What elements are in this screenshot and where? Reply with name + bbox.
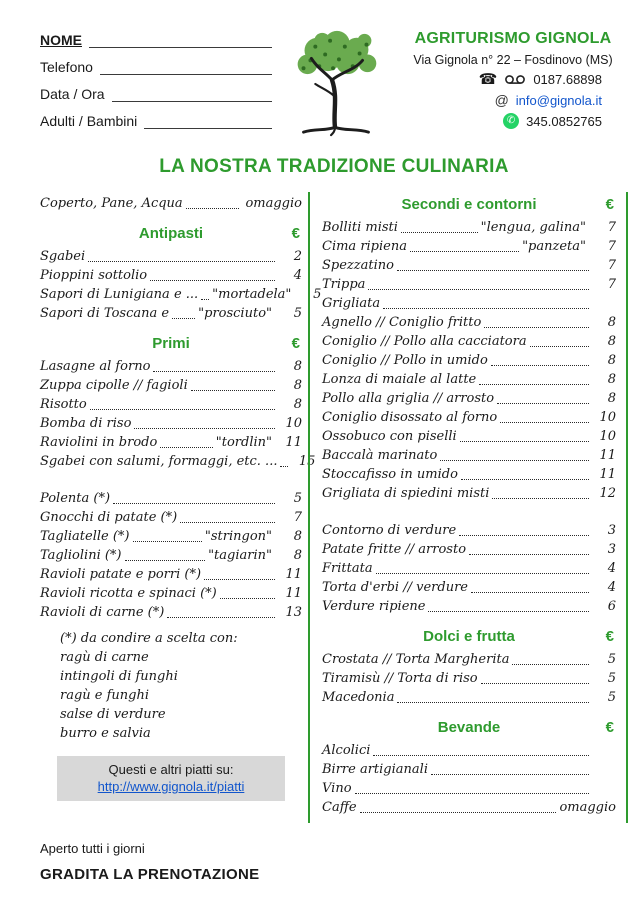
menu-gap (322, 503, 616, 521)
sauce-note (60, 629, 302, 743)
menu-item (40, 376, 302, 395)
menu-item-price: 8 (607, 334, 616, 349)
business-name: AGRITURISMO GIGNOLA (414, 30, 612, 47)
menu-item (40, 194, 302, 213)
menu-item (40, 527, 302, 546)
menu-item-dialect-name: "tordlin" (215, 435, 272, 450)
menu-item-price: 5 (293, 491, 302, 506)
menu-item (40, 304, 302, 323)
dot-leader (469, 554, 589, 555)
dot-leader (360, 812, 557, 813)
menu-item (40, 508, 302, 527)
dot-leader (191, 390, 275, 391)
menu-item-name: Baccalà marinato (322, 448, 438, 463)
menu-item (40, 266, 302, 285)
menu-item-name: Lonza di maiale al latte (322, 372, 477, 387)
dot-leader (90, 409, 275, 410)
menu-item-name: Tagliolini (*) (40, 548, 122, 563)
menu-column-left (40, 192, 322, 823)
menu-item (40, 546, 302, 565)
section-antipasti (40, 225, 322, 323)
section-heading (40, 335, 302, 352)
section-heading-label: Bevande (437, 719, 501, 736)
menu-column-right (308, 192, 628, 823)
phone-icon: ☎ (478, 71, 498, 88)
name-blank-line[interactable] (89, 33, 272, 48)
dot-leader (186, 208, 239, 209)
dot-leader (512, 664, 589, 665)
menu-item-price: 8 (293, 397, 302, 412)
euro-symbol: € (605, 196, 614, 213)
dot-leader (530, 346, 589, 347)
menu-item-name: Coniglio // Pollo alla cacciatora (322, 334, 527, 349)
email-link[interactable]: info@gignola.it (515, 92, 602, 108)
menu-item-name: Pollo alla griglia // arrosto (322, 391, 495, 406)
menu-item-name: Spezzatino (322, 258, 394, 273)
section-heading (322, 628, 616, 645)
menu-item-name: Grigliata (322, 296, 381, 311)
menu-item-price: 3 (607, 542, 616, 557)
menu-item-name: Ravioli di carne (*) (40, 605, 165, 620)
opening-hours-note: Aperto tutti i giorni (40, 841, 145, 856)
phone-row (398, 72, 628, 87)
dot-leader (160, 447, 212, 448)
menu-item-name: Stoccafisso in umido (322, 467, 458, 482)
section-dolci (322, 628, 616, 707)
menu-item-name: Caffe (322, 800, 357, 815)
dot-leader (172, 318, 195, 319)
menu-item-name: Alcolici (322, 743, 371, 758)
dot-leader (461, 479, 589, 480)
menu-item (322, 540, 616, 559)
dot-leader (431, 774, 589, 775)
dot-leader (397, 270, 589, 271)
menu-item (322, 256, 616, 275)
menu-item-name: Bomba di riso (40, 416, 132, 431)
menu-item-name: Cima ripiena (322, 239, 407, 254)
menu-item-price: 8 (293, 378, 302, 393)
cover-charge-line (40, 194, 302, 213)
dot-leader (153, 371, 275, 372)
dot-leader (401, 232, 478, 233)
menu-item-price: 7 (607, 239, 616, 254)
dot-leader (280, 466, 288, 467)
dot-leader (113, 503, 275, 504)
menu-item-dialect-name: "mortadela" (212, 287, 292, 302)
menu-item-price: 5 (607, 671, 616, 686)
note-line: (*) da condire a scelta con: (60, 631, 238, 646)
menu-item-price: 4 (293, 268, 302, 283)
menu-item (40, 584, 302, 603)
menu-item-price: 8 (607, 372, 616, 387)
dot-leader (220, 598, 275, 599)
menu-item-dialect-name: "panzeta" (522, 239, 586, 254)
menu-item-price: 13 (285, 605, 302, 620)
menu-item-price: 11 (599, 448, 616, 463)
menu-item-name: Ossobuco con piselli (322, 429, 457, 444)
menu-item (322, 578, 616, 597)
section-primi (40, 335, 316, 622)
menu-item-price: 8 (607, 391, 616, 406)
whatsapp-number: 345.0852765 (526, 113, 602, 129)
form-row-name (40, 32, 272, 48)
dot-leader (410, 251, 519, 252)
section-heading (322, 196, 616, 213)
menu-item-price: 8 (293, 359, 302, 374)
note-line: burro e salvia (60, 726, 151, 741)
menu-item-name: Polenta (*) (40, 491, 111, 506)
menu-item-name: Frittata (322, 561, 373, 576)
phone-blank-line[interactable] (100, 60, 272, 75)
menu-item-name: Ravioli ricotta e spinaci (*) (40, 586, 217, 601)
menu-item-dialect-name: "lengua, galina" (480, 220, 586, 235)
dot-leader (383, 308, 589, 309)
section-items (322, 218, 616, 616)
at-icon: @ (494, 92, 509, 108)
section-items (40, 357, 316, 622)
menu-item-price: 10 (285, 416, 302, 431)
menu-item (40, 395, 302, 414)
menu-item-name: Grigliata di spiedini misti (322, 486, 490, 501)
menu-item-name: Coniglio disossato al forno (322, 410, 498, 425)
menu-item (40, 452, 316, 471)
menu-item-name: Coperto, Pane, Acqua (40, 196, 183, 211)
dot-leader (459, 535, 589, 536)
dot-leader (373, 755, 589, 756)
menu-item-price: 5 (607, 652, 616, 667)
dot-leader (481, 683, 589, 684)
menu-gap (40, 471, 302, 489)
menu-item-price: 8 (293, 529, 302, 544)
dot-leader (471, 592, 589, 593)
footer (40, 841, 628, 883)
olive-tree-logo (276, 26, 394, 138)
dot-leader (484, 327, 589, 328)
menu-item-name: Crostata // Torta Margherita (322, 652, 510, 667)
section-heading (40, 225, 302, 242)
dot-leader (376, 573, 589, 574)
euro-symbol: € (291, 335, 300, 352)
section-heading-label: Dolci e frutta (423, 628, 515, 645)
section-heading-label: Antipasti (138, 225, 204, 242)
menu-item-price: 11 (599, 467, 616, 482)
menu-item-price: 2 (293, 249, 302, 264)
section-bevande (322, 719, 616, 817)
menu-item (40, 414, 302, 433)
euro-symbol: € (291, 225, 300, 242)
dot-leader (460, 441, 589, 442)
menu-item (40, 603, 302, 622)
note-line: ragù di carne (60, 650, 149, 665)
menu-item (322, 294, 616, 313)
menu-item-price: 5 (607, 690, 616, 705)
menu-item-name: Trippa (322, 277, 366, 292)
menu-item (322, 370, 616, 389)
menu-item-price: 7 (607, 258, 616, 273)
menu-item-name: Pioppini sottolio (40, 268, 148, 283)
adults-blank-line[interactable] (144, 114, 272, 129)
menu-item (322, 237, 616, 256)
dot-leader (180, 522, 275, 523)
menu-item-name: Bolliti misti (322, 220, 398, 235)
reservation-form (40, 26, 272, 140)
menu-item (322, 779, 616, 798)
menu-item-price: 6 (607, 599, 616, 614)
menu-item (322, 408, 616, 427)
section-items (40, 247, 322, 323)
section-items (322, 650, 616, 707)
euro-symbol: € (605, 719, 614, 736)
form-row-phone (40, 59, 272, 75)
dot-leader (133, 541, 202, 542)
reservation-note: GRADITA LA PRENOTAZIONE (40, 866, 260, 883)
menu-item-name: Vino (322, 781, 352, 796)
dot-leader (497, 403, 589, 404)
menu-item (322, 465, 616, 484)
menu-item-name: Torta d'erbi // verdure (322, 580, 468, 595)
header (40, 26, 628, 140)
menu-item-price: 12 (599, 486, 616, 501)
menu-item (322, 741, 616, 760)
menu-item-name: Raviolini in brodo (40, 435, 158, 450)
menu-item-name: Verdure ripiene (322, 599, 426, 614)
dot-leader (428, 611, 589, 612)
menu-item-price: 11 (285, 567, 302, 582)
menu-columns (40, 192, 628, 823)
menu-item-name: Zuppa cipolle // fagioli (40, 378, 188, 393)
section-items (322, 741, 616, 817)
note-line: ragù e funghi (60, 688, 150, 703)
section-heading (322, 719, 616, 736)
promo-box (57, 756, 285, 801)
menu-item-name: Lasagne al forno (40, 359, 151, 374)
note-line: salse di verdure (60, 707, 166, 722)
menu-item (40, 489, 302, 508)
dot-leader (440, 460, 589, 461)
phone-label: Telefono (40, 59, 93, 75)
menu-item-name: Tagliatelle (*) (40, 529, 130, 544)
dot-leader (492, 498, 589, 499)
menu-item-price: 7 (607, 277, 616, 292)
voicemail-icon (504, 74, 526, 85)
menu-item-price: 10 (599, 429, 616, 444)
whatsapp-icon: ✆ (503, 113, 519, 129)
menu-item (322, 313, 616, 332)
dot-leader (201, 299, 209, 300)
menu-item (322, 650, 616, 669)
menu-item (322, 597, 616, 616)
menu-item-name: Ravioli patate e porri (*) (40, 567, 202, 582)
menu-item-price: 8 (607, 353, 616, 368)
name-label: NOME (40, 32, 82, 48)
whatsapp-row (398, 113, 628, 129)
dot-leader (134, 428, 275, 429)
menu-item-price: 7 (607, 220, 616, 235)
menu-item-price: 8 (293, 548, 302, 563)
menu-item-name: Coniglio // Pollo in umido (322, 353, 488, 368)
menu-item (322, 446, 616, 465)
menu-item (322, 275, 616, 294)
menu-item-name: Contorno di verdure (322, 523, 457, 538)
dot-leader (150, 280, 275, 281)
menu-item (322, 521, 616, 540)
menu-item (322, 559, 616, 578)
menu-item-price: 4 (607, 580, 616, 595)
dot-leader (500, 422, 589, 423)
note-line: intingoli di funghi (60, 669, 178, 684)
adults-label: Adulti / Bambini (40, 113, 138, 129)
menu-item (322, 218, 616, 237)
dot-leader (167, 617, 275, 618)
menu-item-price: 11 (285, 435, 302, 450)
date-label: Data / Ora (40, 86, 105, 102)
menu-item-price: 15 (298, 454, 316, 469)
business-info (398, 26, 628, 129)
menu-item (40, 247, 302, 266)
menu-item (40, 565, 302, 584)
menu-item (322, 427, 616, 446)
euro-symbol: € (605, 628, 614, 645)
date-blank-line[interactable] (112, 87, 272, 102)
menu-item-price: 3 (607, 523, 616, 538)
menu-item-price: omaggio (559, 800, 616, 815)
section-heading-label: Secondi e contorni (401, 196, 537, 213)
menu-item (40, 357, 302, 376)
menu-item (322, 389, 616, 408)
menu-item-name: Patate fritte // arrosto (322, 542, 467, 557)
section-secondi (322, 196, 616, 616)
menu-item-name: Gnocchi di patate (*) (40, 510, 178, 525)
menu-item-price: 11 (285, 586, 302, 601)
form-row-date (40, 86, 272, 102)
menu-item-name: Agnello // Coniglio fritto (322, 315, 482, 330)
menu-item-name: Sgabei (40, 249, 86, 264)
menu-item-dialect-name: "tagiarin" (208, 548, 272, 563)
dot-leader (88, 261, 275, 262)
form-row-adults (40, 113, 272, 129)
menu-item-price: 8 (607, 315, 616, 330)
menu-item-dialect-name: "prosciuto" (198, 306, 272, 321)
menu-item-name: Macedonia (322, 690, 395, 705)
menu-item-name: Sgabei con salumi, formaggi, etc. ... (40, 454, 278, 469)
phone-number: 0187.68898 (533, 72, 602, 87)
menu-item (40, 285, 322, 304)
dot-leader (204, 579, 275, 580)
dot-leader (125, 560, 206, 561)
menu-item (40, 433, 302, 452)
menu-item (322, 351, 616, 370)
menu-item-name: Birre artigianali (322, 762, 428, 777)
dot-leader (479, 384, 589, 385)
menu-item-name: Sapori di Lunigiana e ... (40, 287, 199, 302)
menu-item-price: omaggio (245, 196, 302, 211)
dot-leader (491, 365, 589, 366)
menu-item (322, 798, 616, 817)
menu-item-name: Risotto (40, 397, 87, 412)
website-link[interactable]: http://www.gignola.it/piatti (97, 779, 245, 794)
business-address: Via Gignola n° 22 – Fosdinovo (MS) (413, 53, 613, 67)
email-row (398, 92, 628, 108)
promo-text: Questi e altri piatti su: (108, 762, 234, 777)
menu-item-price: 5 (313, 287, 322, 302)
menu-item (322, 484, 616, 503)
dot-leader (368, 289, 589, 290)
dot-leader (355, 793, 589, 794)
dot-leader (397, 702, 589, 703)
menu-item (322, 332, 616, 351)
menu-item (322, 760, 616, 779)
menu-item (322, 688, 616, 707)
menu-item-price: 5 (293, 306, 302, 321)
menu-item-dialect-name: "stringon" (204, 529, 272, 544)
tree-icon (276, 26, 394, 138)
page-title: LA NOSTRA TRADIZIONE CULINARIA (159, 156, 509, 177)
menu-item-price: 10 (599, 410, 616, 425)
menu-item-price: 4 (607, 561, 616, 576)
menu-item-name: Tiramisù // Torta di riso (322, 671, 478, 686)
menu-item-price: 7 (293, 510, 302, 525)
menu-item-name: Sapori di Toscana e (40, 306, 170, 321)
menu-item (322, 669, 616, 688)
section-heading-label: Primi (152, 335, 190, 352)
